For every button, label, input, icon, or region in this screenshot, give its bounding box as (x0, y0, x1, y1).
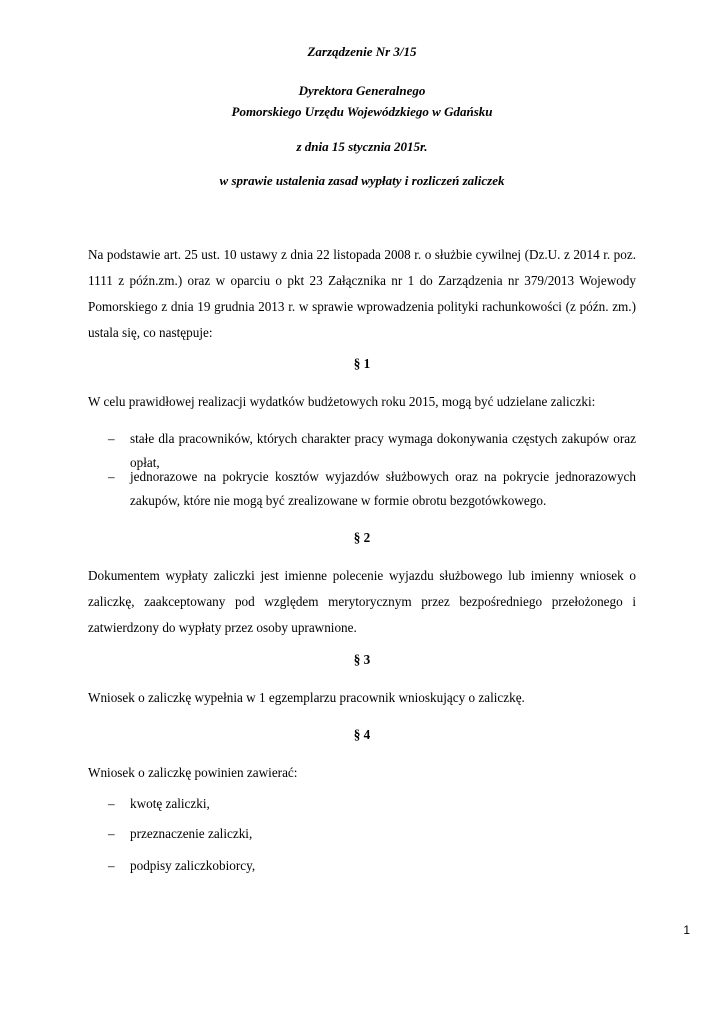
section-2-text: Dokumentem wypłaty zaliczki jest imienne polecenie wyjazdu służbowego lub imienny wniosek o zaliczkę, zaakceptowany pod względem merytorycznym przez bezpośredniego przełożonego i zatwierdzony do wypłaty przez osoby uprawnione. (88, 568, 636, 635)
section-3-text: Wniosek o zaliczkę wypełnia w 1 egzemplarzu pracownik wnioskujący o zaliczkę. (88, 690, 525, 705)
order-subject: w sprawie ustalenia zasad wypłaty i rozliczeń zaliczek (219, 173, 505, 188)
list-item-text: jednorazowe na pokrycie kosztów wyjazdów służbowych oraz na pokrycie jednorazowych zakupów, które nie mogą być zrealizowane w formie obrotu bezgotówkowego. (130, 469, 636, 508)
section-4-item-2 (108, 822, 636, 846)
section-1-mark: § 1 (353, 356, 371, 371)
list-item-text: kwotę zaliczki, (130, 796, 210, 811)
list-item-text: podpisy zaliczkobiorcy, (130, 858, 256, 873)
bullet-dash: – (108, 826, 115, 841)
section-2-mark: § 2 (353, 530, 371, 545)
order-date: z dnia 15 stycznia 2015r. (296, 139, 428, 154)
issuer-line-1: Dyrektora Generalnego (298, 83, 426, 98)
preamble-paragraph: Na podstawie art. 25 ust. 10 ustawy z dnia 22 listopada 2008 r. o służbie cywilnej (Dz.U. z 2014 r. poz. 1111 z późn.zm.) oraz w oparciu o pkt 23 Załącznika nr 1 do Zarządzenia nr 379/2013 Wojewody Pomorskiego z dnia 19 grudnia 2013 r. w sprawie wprowadzenia polityki rachunkowości (z późn. zm.) ustala się, co następuje: (88, 247, 636, 340)
bullet-dash: – (108, 858, 115, 873)
section-3-mark: § 3 (353, 652, 371, 667)
bullet-dash: – (108, 796, 115, 811)
section-4-item-3 (108, 854, 636, 878)
list-item-text: stałe dla pracowników, których charakter pracy wymaga dokonywania częstych zakupów oraz opłat, (130, 431, 636, 470)
bullet-dash: – (108, 469, 115, 484)
section-4-item-1 (108, 792, 636, 816)
page-number: 1 (683, 923, 690, 937)
issuer-line-2: Pomorskiego Urzędu Wojewódzkiego w Gdańsku (231, 104, 493, 119)
list-item-text: przeznaczenie zaliczki, (130, 826, 253, 841)
bullet-dash: – (108, 431, 115, 446)
section-1-item-2 (108, 465, 636, 513)
section-4-text: Wniosek o zaliczkę powinien zawierać: (88, 765, 298, 780)
section-4-mark: § 4 (353, 727, 371, 742)
section-1-text: W celu prawidłowej realizacji wydatków budżetowych roku 2015, mogą być udzielane zaliczki: (88, 394, 596, 409)
order-title: Zarządzenie Nr 3/15 (307, 44, 417, 59)
